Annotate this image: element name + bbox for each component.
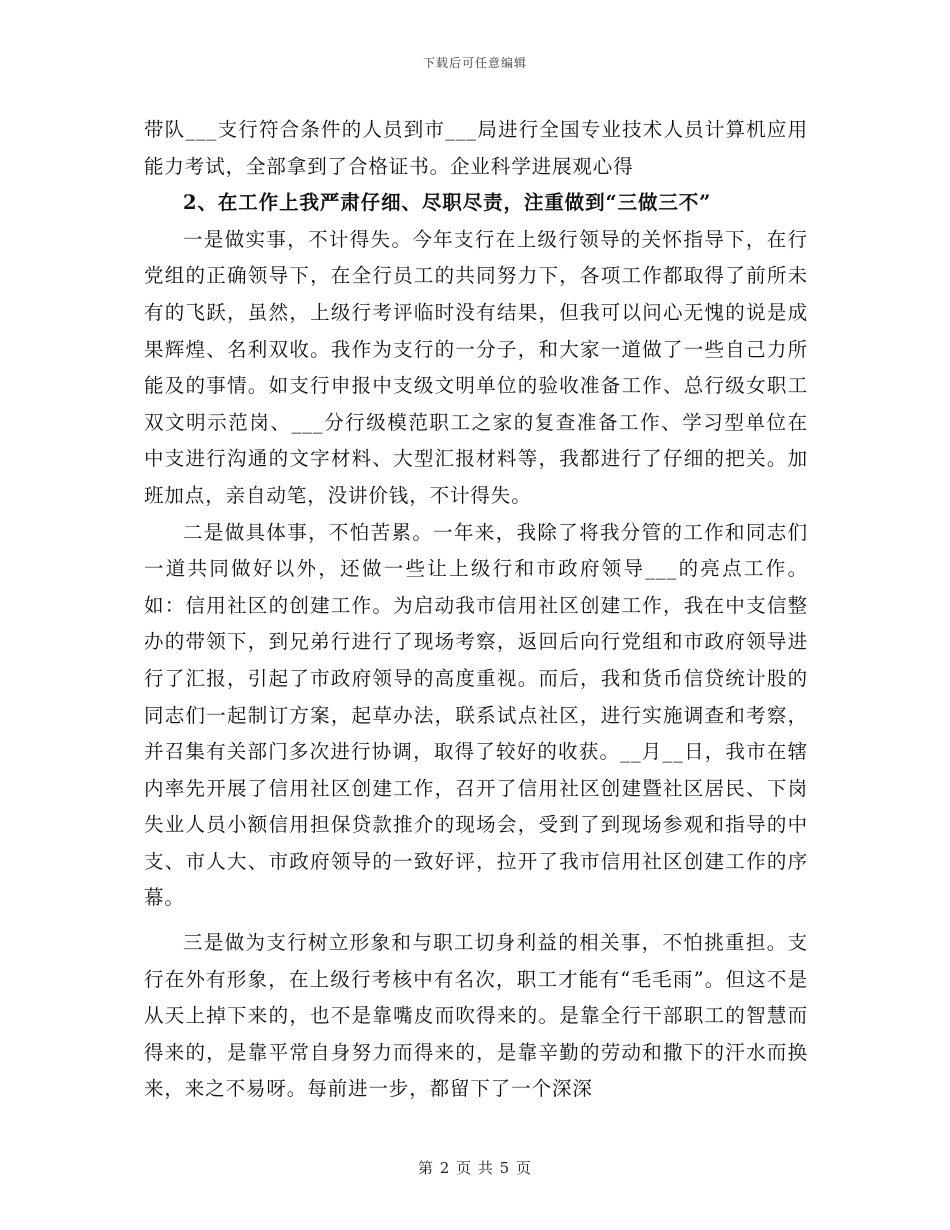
paragraph-second-point: 二是做具体事，不怕苦累。一年来，我除了将我分管的工作和同志们一道共同做好以外，还做一些让上级行和市政府领导___的亮点工作。如：信用社区的创建工作。为启动我市信用社区创建工作，我在中支信整办的带领下，到兄弟行进行了现场考察，返回后向行党组和市政府领导进行了汇报，引起了市政府领导的高度重视。而后，我和货币信贷统计股的同志们一起制订方案，起草办法，联系试点社区，进行实施调查和考察，并召集有关部门多次进行协调，取得了较好的收获。__月__日，我市在辖内率先开展了信用社区创建工作，召开了信用社区创建暨社区居民、下岗失业人员小额信用担保贷款推介的现场会，受到了到现场参观和指导的中支、市人大、市政府领导的一致好评，拉开了我市信用社区创建工作的序幕。 bbox=[144, 520, 808, 910]
section-heading: 2、在工作上我严肃仔细、尽职尽责，注重做到“三做三不” bbox=[183, 191, 712, 215]
page-header: 下载后可任意编辑 bbox=[422, 56, 527, 70]
paragraph-third-point: 三是做为支行树立形象和与职工切身利益的相关事，不怕挑重担。支行在外有形象，在上级行考核中有名次，职工才能有“毛毛雨”。但这不是从天上掉下来的，也不是靠嘴皮而吹得来的。是靠全行干部职工的智慧而得来的，是靠平常自身努力而得来的，是靠辛勤的劳动和撒下的汗水而换来，来之不易呀。每前进一步，都留下了一个深深 bbox=[144, 931, 808, 1101]
paragraph-first-point: 一是做实事，不计得失。今年支行在上级行领导的关怀指导下，在行党组的正确领导下，在全行员工的共同努力下，各项工作都取得了前所未有的飞跃，虽然，上级行考评临时没有结果，但我可以问心无愧的说是成果辉煌、名利双收。我作为支行的一分子，和大家一道做了一些自己力所能及的事情。如支行申报中支级文明单位的验收准备工作、总行级女职工双文明示范岗、___分行级模范职工之家的复查准备工作、学习型单位在中支进行沟通的文字材料、大型汇报材料等，我都进行了仔细的把关。加班加点，亲自动笔，没讲价钱，不计得失。 bbox=[144, 227, 808, 507]
document-body bbox=[144, 112, 808, 1108]
paragraph-continuation: 带队___支行符合条件的人员到市___局进行全国专业技术人员计算机应用能力考试，全部拿到了合格证书。企业科学进展观心得 bbox=[144, 118, 808, 178]
page-footer: 第 2 页 共 5 页 bbox=[418, 1159, 532, 1177]
